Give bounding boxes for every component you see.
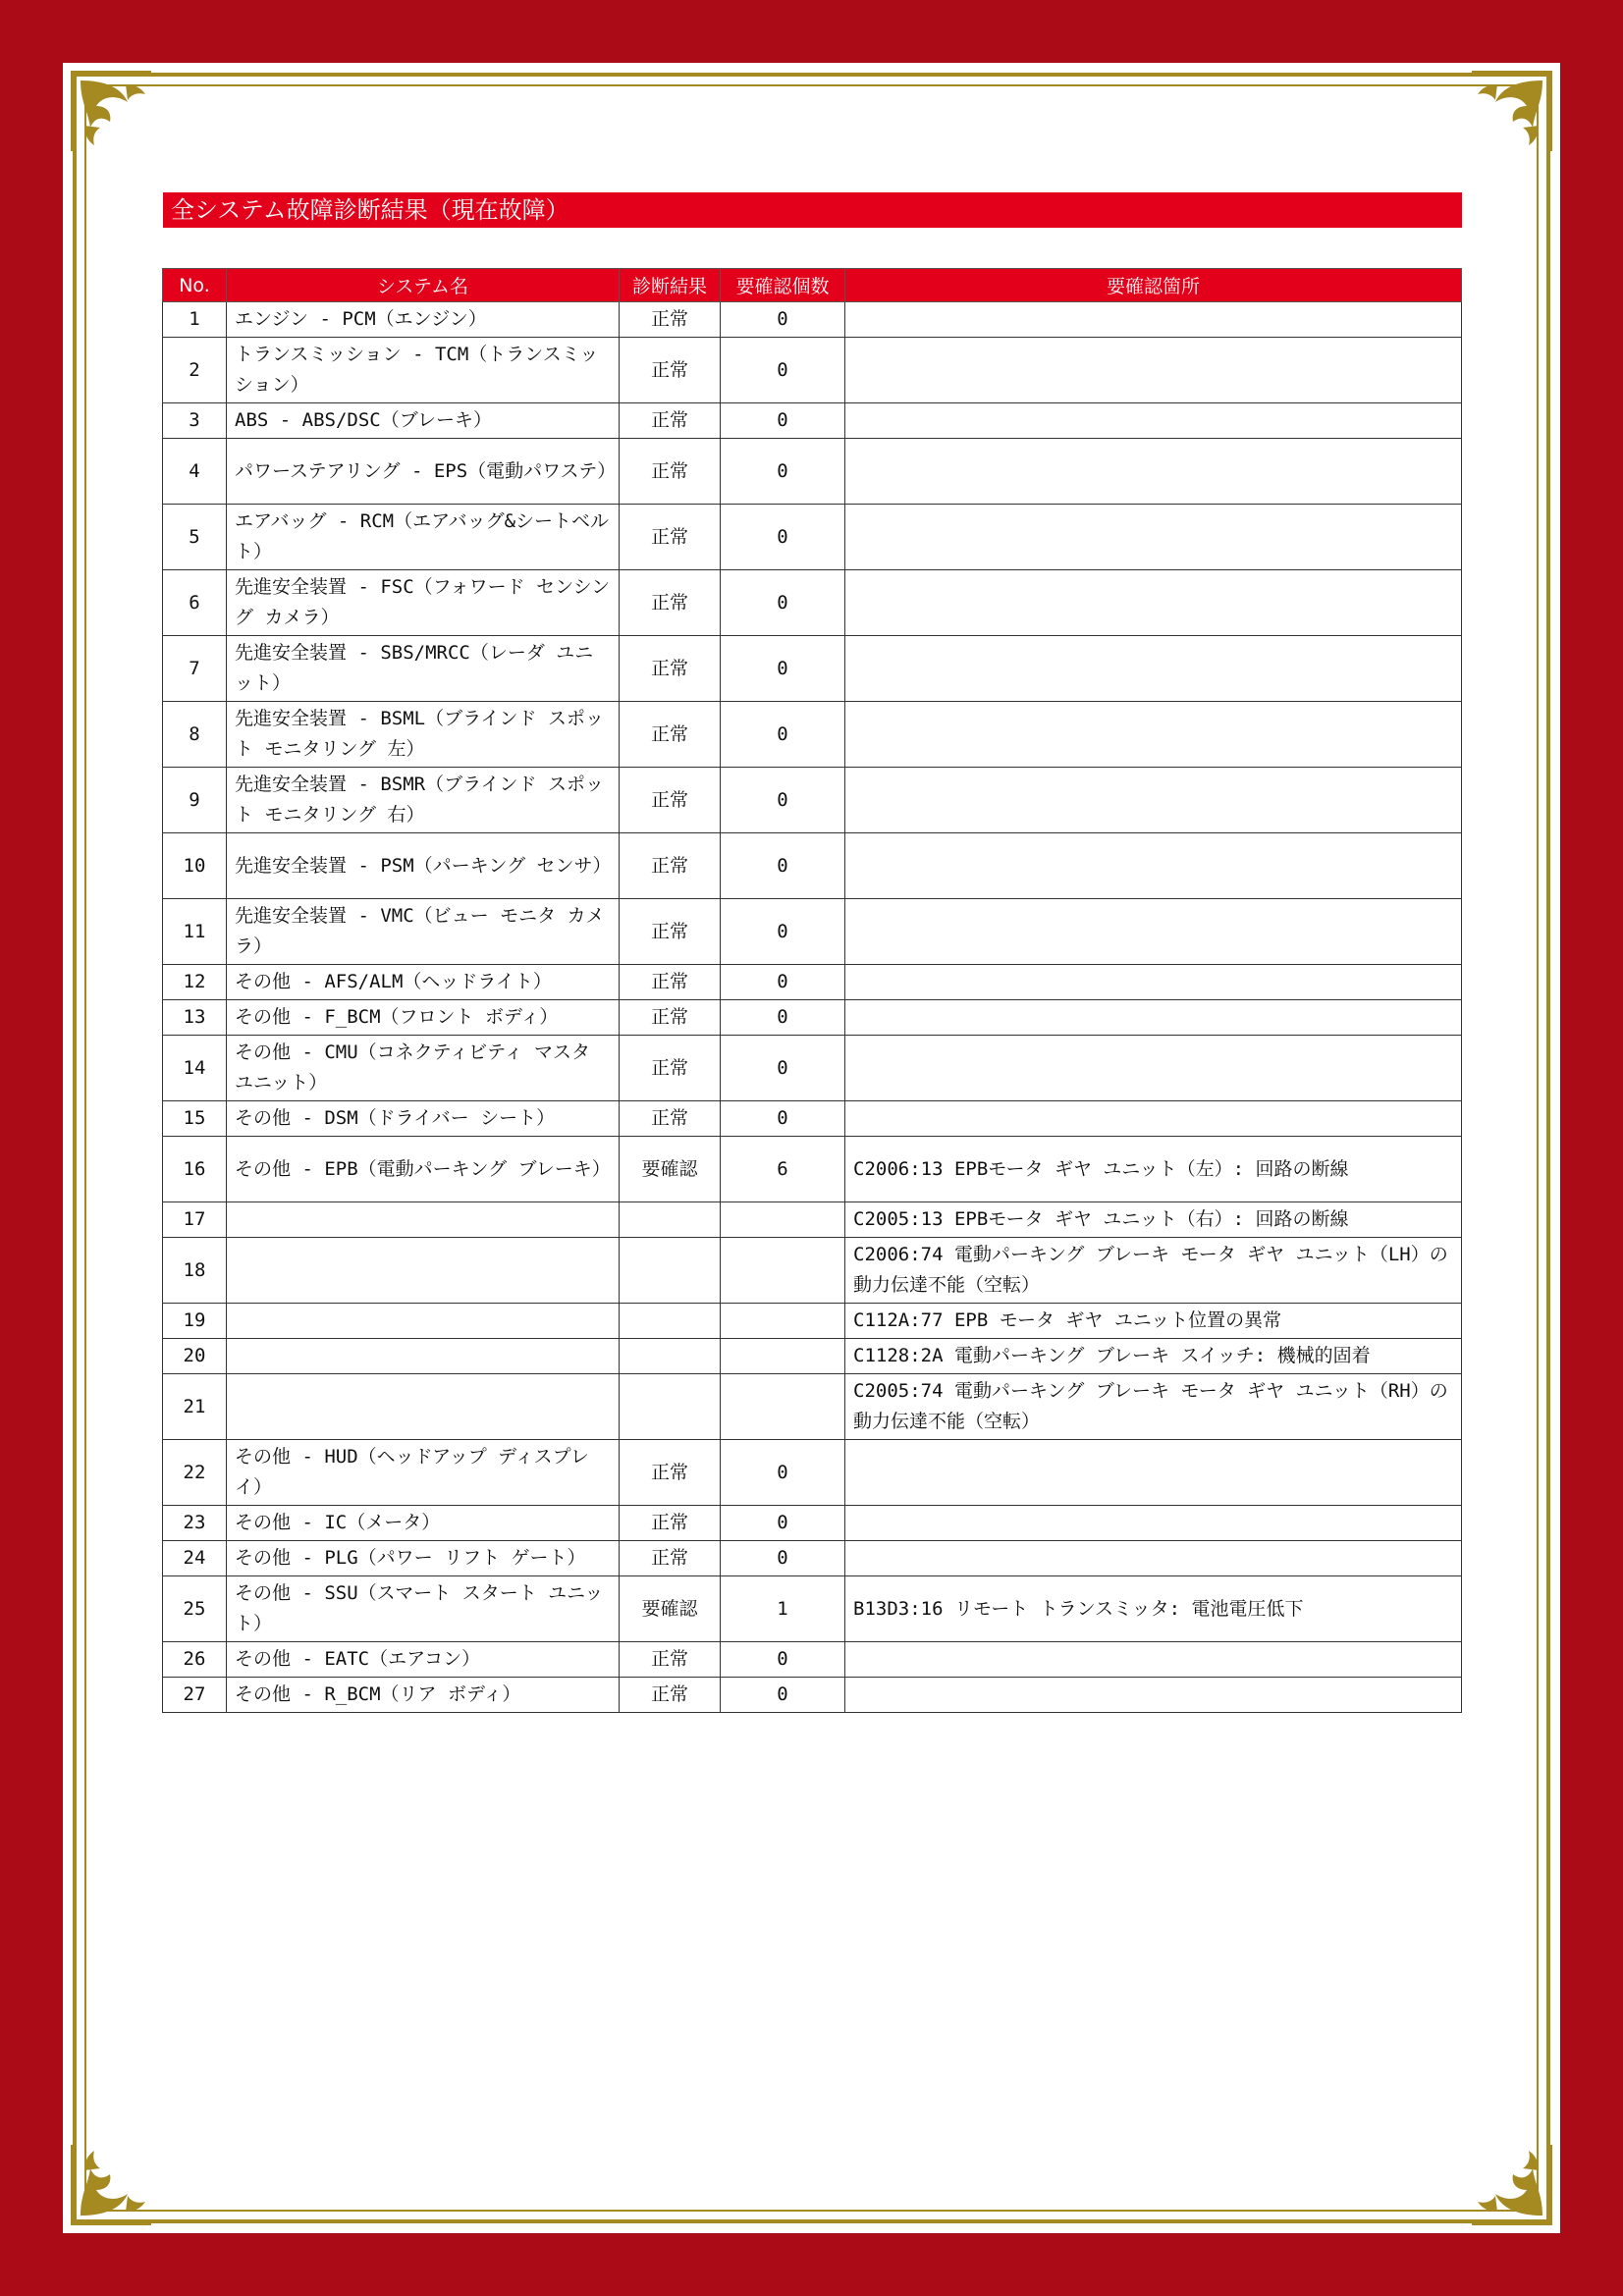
cell-detail: B13D3:16 リモート トランスミッタ: 電池電圧低下 bbox=[845, 1576, 1462, 1642]
table-row bbox=[163, 702, 1462, 768]
cell-result bbox=[620, 1304, 721, 1339]
table-row bbox=[163, 1576, 1462, 1642]
table-row bbox=[163, 1202, 1462, 1238]
cell-detail bbox=[845, 702, 1462, 768]
table-row bbox=[163, 570, 1462, 636]
diagnosis-table bbox=[162, 268, 1462, 1713]
cell-no: 2 bbox=[163, 338, 227, 403]
cell-count bbox=[721, 1339, 845, 1374]
cell-no: 15 bbox=[163, 1101, 227, 1137]
table-row bbox=[163, 1238, 1462, 1304]
cell-detail bbox=[845, 403, 1462, 439]
cell-system: エンジン - PCM（エンジン） bbox=[227, 302, 620, 338]
cell-detail bbox=[845, 899, 1462, 965]
cell-result: 正常 bbox=[620, 965, 721, 1000]
cell-result: 正常 bbox=[620, 1440, 721, 1506]
cell-system: その他 - EPB（電動パーキング ブレーキ） bbox=[227, 1137, 620, 1202]
cell-result: 正常 bbox=[620, 833, 721, 899]
cell-detail: C2006:74 電動パーキング ブレーキ モータ ギヤ ユニット（LH）の動力伝達不能（空転） bbox=[845, 1238, 1462, 1304]
cell-detail bbox=[845, 1506, 1462, 1541]
cell-system: その他 - EATC（エアコン） bbox=[227, 1642, 620, 1678]
cell-result bbox=[620, 1202, 721, 1238]
cell-system: 先進安全装置 - BSML（ブラインド スポット モニタリング 左） bbox=[227, 702, 620, 768]
table-row bbox=[163, 636, 1462, 702]
cell-detail: C112A:77 EPB モータ ギヤ ユニット位置の異常 bbox=[845, 1304, 1462, 1339]
cell-no: 8 bbox=[163, 702, 227, 768]
cell-no: 23 bbox=[163, 1506, 227, 1541]
cell-count: 0 bbox=[721, 965, 845, 1000]
cell-result: 正常 bbox=[620, 1541, 721, 1576]
cell-result: 正常 bbox=[620, 768, 721, 833]
cell-system: 先進安全装置 - SBS/MRCC（レーダ ユニット） bbox=[227, 636, 620, 702]
corner-ornament-icon bbox=[67, 67, 155, 155]
cell-count: 0 bbox=[721, 636, 845, 702]
cell-result bbox=[620, 1339, 721, 1374]
cell-system: その他 - SSU（スマート スタート ユニット） bbox=[227, 1576, 620, 1642]
cell-result: 正常 bbox=[620, 403, 721, 439]
cell-result bbox=[620, 1238, 721, 1304]
table-row bbox=[163, 1440, 1462, 1506]
cell-detail: C1128:2A 電動パーキング ブレーキ スイッチ: 機械的固着 bbox=[845, 1339, 1462, 1374]
cell-no: 27 bbox=[163, 1678, 227, 1713]
cell-detail bbox=[845, 338, 1462, 403]
cell-no: 6 bbox=[163, 570, 227, 636]
cell-count: 0 bbox=[721, 302, 845, 338]
cell-detail bbox=[845, 439, 1462, 505]
cell-count: 0 bbox=[721, 1000, 845, 1036]
table-row bbox=[163, 302, 1462, 338]
table-row bbox=[163, 1304, 1462, 1339]
corner-ornament-icon bbox=[1468, 2141, 1556, 2229]
cell-system bbox=[227, 1339, 620, 1374]
cell-detail bbox=[845, 1440, 1462, 1506]
table-row bbox=[163, 403, 1462, 439]
cell-result: 正常 bbox=[620, 302, 721, 338]
cell-count: 0 bbox=[721, 768, 845, 833]
header-check-count: 要確認個数 bbox=[721, 269, 845, 302]
cell-count: 0 bbox=[721, 505, 845, 570]
table-row bbox=[163, 439, 1462, 505]
cell-count bbox=[721, 1374, 845, 1440]
table-row bbox=[163, 965, 1462, 1000]
cell-no: 18 bbox=[163, 1238, 227, 1304]
cell-no: 19 bbox=[163, 1304, 227, 1339]
cell-count: 0 bbox=[721, 1440, 845, 1506]
cell-no: 21 bbox=[163, 1374, 227, 1440]
cell-no: 22 bbox=[163, 1440, 227, 1506]
cell-detail bbox=[845, 636, 1462, 702]
cell-detail bbox=[845, 1642, 1462, 1678]
cell-no: 24 bbox=[163, 1541, 227, 1576]
cell-no: 17 bbox=[163, 1202, 227, 1238]
table-row bbox=[163, 899, 1462, 965]
cell-result: 正常 bbox=[620, 636, 721, 702]
cell-system bbox=[227, 1374, 620, 1440]
cell-result: 要確認 bbox=[620, 1137, 721, 1202]
cell-result: 正常 bbox=[620, 439, 721, 505]
cell-count: 0 bbox=[721, 1101, 845, 1137]
cell-system: その他 - CMU（コネクティビティ マスタ ユニット） bbox=[227, 1036, 620, 1101]
cell-system: その他 - PLG（パワー リフト ゲート） bbox=[227, 1541, 620, 1576]
cell-count: 6 bbox=[721, 1137, 845, 1202]
cell-system: パワーステアリング - EPS（電動パワステ） bbox=[227, 439, 620, 505]
cell-system: 先進安全装置 - BSMR（ブラインド スポット モニタリング 右） bbox=[227, 768, 620, 833]
cell-count: 0 bbox=[721, 403, 845, 439]
cell-count: 0 bbox=[721, 899, 845, 965]
cell-system: 先進安全装置 - VMC（ビュー モニタ カメラ） bbox=[227, 899, 620, 965]
cell-no: 16 bbox=[163, 1137, 227, 1202]
cell-no: 11 bbox=[163, 899, 227, 965]
cell-system: その他 - F_BCM（フロント ボディ） bbox=[227, 1000, 620, 1036]
header-check-location: 要確認箇所 bbox=[845, 269, 1462, 302]
cell-system: その他 - R_BCM（リア ボディ） bbox=[227, 1678, 620, 1713]
cell-system: トランスミッション - TCM（トランスミッション） bbox=[227, 338, 620, 403]
cell-count: 0 bbox=[721, 1678, 845, 1713]
cell-no: 25 bbox=[163, 1576, 227, 1642]
table-row bbox=[163, 1000, 1462, 1036]
cell-detail: C2005:74 電動パーキング ブレーキ モータ ギヤ ユニット（RH）の動力伝達不能（空転） bbox=[845, 1374, 1462, 1440]
cell-result: 正常 bbox=[620, 505, 721, 570]
cell-system: その他 - IC（メータ） bbox=[227, 1506, 620, 1541]
table-row bbox=[163, 505, 1462, 570]
cell-system: ABS - ABS/DSC（ブレーキ） bbox=[227, 403, 620, 439]
cell-system bbox=[227, 1304, 620, 1339]
cell-no: 26 bbox=[163, 1642, 227, 1678]
table-row bbox=[163, 1137, 1462, 1202]
cell-count: 0 bbox=[721, 702, 845, 768]
cell-count: 0 bbox=[721, 1642, 845, 1678]
cell-no: 1 bbox=[163, 302, 227, 338]
cell-detail bbox=[845, 1541, 1462, 1576]
corner-ornament-icon bbox=[1468, 67, 1556, 155]
cell-count: 0 bbox=[721, 833, 845, 899]
corner-ornament-icon bbox=[67, 2141, 155, 2229]
cell-no: 20 bbox=[163, 1339, 227, 1374]
cell-count bbox=[721, 1202, 845, 1238]
cell-no: 3 bbox=[163, 403, 227, 439]
cell-count: 0 bbox=[721, 1506, 845, 1541]
cell-result: 正常 bbox=[620, 570, 721, 636]
header-no: No. bbox=[163, 269, 227, 302]
cell-system: その他 - DSM（ドライバー シート） bbox=[227, 1101, 620, 1137]
cell-no: 9 bbox=[163, 768, 227, 833]
cell-no: 14 bbox=[163, 1036, 227, 1101]
table-row bbox=[163, 1101, 1462, 1137]
cell-result: 正常 bbox=[620, 1036, 721, 1101]
table-row bbox=[163, 338, 1462, 403]
cell-no: 10 bbox=[163, 833, 227, 899]
cell-system: エアバッグ - RCM（エアバッグ&シートベルト） bbox=[227, 505, 620, 570]
cell-result: 正常 bbox=[620, 1000, 721, 1036]
cell-detail bbox=[845, 1678, 1462, 1713]
cell-detail bbox=[845, 505, 1462, 570]
report-title: 全システム故障診断結果（現在故障） bbox=[163, 192, 1462, 228]
cell-count bbox=[721, 1238, 845, 1304]
cell-detail bbox=[845, 965, 1462, 1000]
cell-count bbox=[721, 1304, 845, 1339]
cell-detail bbox=[845, 833, 1462, 899]
table-row bbox=[163, 1642, 1462, 1678]
cell-detail bbox=[845, 768, 1462, 833]
table-header-row bbox=[163, 269, 1462, 302]
cell-system: その他 - AFS/ALM（ヘッドライト） bbox=[227, 965, 620, 1000]
cell-system bbox=[227, 1202, 620, 1238]
cell-result: 正常 bbox=[620, 1642, 721, 1678]
cell-count: 0 bbox=[721, 338, 845, 403]
header-system-name: システム名 bbox=[227, 269, 620, 302]
table-row bbox=[163, 1339, 1462, 1374]
cell-system: 先進安全装置 - PSM（パーキング センサ） bbox=[227, 833, 620, 899]
cell-no: 7 bbox=[163, 636, 227, 702]
cell-result bbox=[620, 1374, 721, 1440]
cell-result: 要確認 bbox=[620, 1576, 721, 1642]
cell-detail: C2005:13 EPBモータ ギヤ ユニット（右）: 回路の断線 bbox=[845, 1202, 1462, 1238]
cell-result: 正常 bbox=[620, 1506, 721, 1541]
cell-detail bbox=[845, 1101, 1462, 1137]
table-row bbox=[163, 1506, 1462, 1541]
cell-no: 5 bbox=[163, 505, 227, 570]
table-row bbox=[163, 1374, 1462, 1440]
cell-result: 正常 bbox=[620, 899, 721, 965]
table-row bbox=[163, 1678, 1462, 1713]
cell-system bbox=[227, 1238, 620, 1304]
cell-result: 正常 bbox=[620, 1101, 721, 1137]
cell-result: 正常 bbox=[620, 702, 721, 768]
report-sheet bbox=[63, 63, 1560, 2233]
cell-system: 先進安全装置 - FSC（フォワード センシング カメラ） bbox=[227, 570, 620, 636]
table-row bbox=[163, 1036, 1462, 1101]
cell-count: 0 bbox=[721, 570, 845, 636]
cell-count: 0 bbox=[721, 1036, 845, 1101]
table-row bbox=[163, 768, 1462, 833]
cell-detail bbox=[845, 302, 1462, 338]
cell-no: 4 bbox=[163, 439, 227, 505]
header-result: 診断結果 bbox=[620, 269, 721, 302]
cell-detail: C2006:13 EPBモータ ギヤ ユニット（左）: 回路の断線 bbox=[845, 1137, 1462, 1202]
cell-count: 0 bbox=[721, 439, 845, 505]
cell-count: 0 bbox=[721, 1541, 845, 1576]
cell-result: 正常 bbox=[620, 338, 721, 403]
cell-no: 12 bbox=[163, 965, 227, 1000]
cell-system: その他 - HUD（ヘッドアップ ディスプレイ） bbox=[227, 1440, 620, 1506]
cell-detail bbox=[845, 1000, 1462, 1036]
table-row bbox=[163, 833, 1462, 899]
cell-result: 正常 bbox=[620, 1678, 721, 1713]
cell-count: 1 bbox=[721, 1576, 845, 1642]
table-row bbox=[163, 1541, 1462, 1576]
cell-no: 13 bbox=[163, 1000, 227, 1036]
cell-detail bbox=[845, 570, 1462, 636]
cell-detail bbox=[845, 1036, 1462, 1101]
